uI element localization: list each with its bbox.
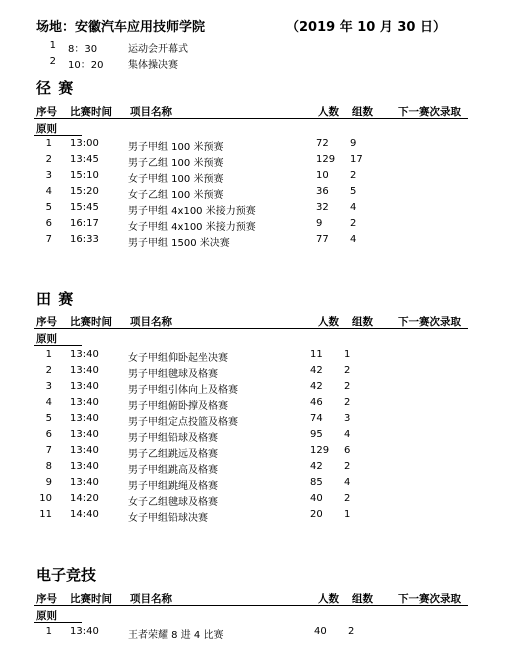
schedule-no: 1 (49, 40, 56, 51)
row-time: 15:45 (70, 202, 99, 213)
section-title: 径 赛 (36, 79, 75, 97)
col-header-time: 比赛时间 (70, 593, 112, 605)
row-time: 13:40 (70, 365, 99, 376)
row-no: 3 (45, 381, 52, 392)
row-time: 14:40 (70, 509, 99, 520)
row-count: 85 (310, 477, 323, 488)
row-count: 74 (310, 413, 323, 424)
row-count: 40 (310, 493, 323, 504)
row-no: 5 (45, 202, 52, 213)
row-time: 13:40 (70, 477, 99, 488)
row-time: 13:40 (70, 461, 99, 472)
row-item: 女子乙组毽球及格赛 (128, 497, 218, 508)
row-no: 4 (45, 186, 52, 197)
col-header-next: 下一赛次录取 (398, 106, 461, 118)
col-header-time: 比赛时间 (70, 316, 112, 328)
row-count: 42 (310, 365, 323, 376)
col-header-no: 序号 (36, 316, 57, 328)
section-title: 田 赛 (36, 290, 75, 308)
row-time: 13:40 (70, 626, 99, 637)
row-no: 11 (39, 509, 52, 520)
col-header-rule: 原则 (36, 610, 57, 622)
col-header-no: 序号 (36, 593, 57, 605)
row-groups: 2 (348, 626, 355, 637)
row-time: 13:40 (70, 429, 99, 440)
row-item: 男子甲组毽球及格赛 (128, 369, 218, 380)
col-header-next: 下一赛次录取 (398, 316, 461, 328)
row-item: 男子甲组铅球及格赛 (128, 433, 218, 444)
row-count: 129 (316, 154, 336, 165)
row-no: 2 (45, 154, 52, 165)
row-time: 15:10 (70, 170, 99, 181)
row-no: 4 (45, 397, 52, 408)
schedule-time: 8：30 (68, 44, 98, 55)
col-header-rule: 原则 (36, 333, 57, 345)
row-groups: 2 (344, 461, 351, 472)
row-no: 6 (45, 429, 52, 440)
row-no: 6 (45, 218, 52, 229)
row-no: 1 (45, 349, 52, 360)
row-time: 13:40 (70, 445, 99, 456)
header-rule (34, 605, 468, 606)
row-time: 16:17 (70, 218, 99, 229)
row-time: 13:45 (70, 154, 99, 165)
row-item: 男子甲组跳绳及格赛 (128, 481, 218, 492)
row-count: 11 (310, 349, 323, 360)
col-header-next: 下一赛次录取 (398, 593, 461, 605)
row-item: 女子甲组铅球决赛 (128, 513, 208, 524)
row-no: 7 (45, 234, 52, 245)
row-time: 13:40 (70, 381, 99, 392)
row-groups: 1 (344, 509, 351, 520)
row-item: 女子甲组仰卧起坐决赛 (128, 353, 228, 364)
row-count: 72 (316, 138, 329, 149)
venue-title: 场地：安徽汽车应用技师学院 (36, 20, 206, 35)
col-header-no: 序号 (36, 106, 57, 118)
row-groups: 2 (344, 493, 351, 504)
row-groups: 4 (350, 202, 357, 213)
row-item: 男子甲组 100 米预赛 (128, 142, 224, 153)
row-item: 男子甲组俯卧撑及格赛 (128, 401, 228, 412)
section-title: 电子竞技 (36, 566, 97, 584)
sub-rule (34, 622, 82, 623)
header-rule (34, 118, 468, 119)
row-no: 8 (45, 461, 52, 472)
row-count: 20 (310, 509, 323, 520)
schedule-item: 集体操决赛 (128, 60, 178, 71)
col-header-item: 项目名称 (130, 593, 172, 605)
row-item: 男子乙组跳远及格赛 (128, 449, 218, 460)
row-count: 42 (310, 461, 323, 472)
row-count: 10 (316, 170, 329, 181)
row-groups: 2 (350, 170, 357, 181)
row-no: 9 (45, 477, 52, 488)
row-item: 男子甲组定点投篮及格赛 (128, 417, 238, 428)
row-no: 5 (45, 413, 52, 424)
row-time: 13:40 (70, 413, 99, 424)
row-groups: 9 (350, 138, 357, 149)
row-groups: 2 (344, 365, 351, 376)
row-count: 40 (314, 626, 327, 637)
row-no: 1 (45, 626, 52, 637)
row-groups: 5 (350, 186, 357, 197)
row-count: 9 (316, 218, 323, 229)
row-groups: 4 (344, 429, 351, 440)
row-time: 13:40 (70, 397, 99, 408)
row-item: 女子乙组 100 米预赛 (128, 190, 224, 201)
col-header-item: 项目名称 (130, 316, 172, 328)
row-no: 10 (39, 493, 52, 504)
row-no: 7 (45, 445, 52, 456)
row-groups: 2 (344, 397, 351, 408)
row-item: 王者荣耀 8 进 4 比赛 (128, 630, 224, 641)
row-item: 男子甲组 4x100 米接力预赛 (128, 206, 256, 217)
row-count: 95 (310, 429, 323, 440)
schedule-no: 2 (49, 56, 56, 67)
row-time: 15:20 (70, 186, 99, 197)
row-item: 女子甲组 4x100 米接力预赛 (128, 222, 256, 233)
row-count: 42 (310, 381, 323, 392)
row-item: 女子甲组 100 米预赛 (128, 174, 224, 185)
row-item: 男子甲组跳高及格赛 (128, 465, 218, 476)
col-header-rule: 原则 (36, 123, 57, 135)
row-time: 13:40 (70, 349, 99, 360)
row-count: 36 (316, 186, 329, 197)
row-no: 3 (45, 170, 52, 181)
row-no: 1 (45, 138, 52, 149)
row-groups: 2 (344, 381, 351, 392)
row-groups: 6 (344, 445, 351, 456)
row-item: 男子甲组 1500 米决赛 (128, 238, 230, 249)
row-count: 46 (310, 397, 323, 408)
col-header-time: 比赛时间 (70, 106, 112, 118)
event-date: （2019 年 10 月 30 日） (286, 20, 446, 35)
row-item: 男子乙组 100 米预赛 (128, 158, 224, 169)
row-time: 16:33 (70, 234, 99, 245)
schedule-time: 10：20 (68, 60, 104, 71)
row-groups: 1 (344, 349, 351, 360)
col-header-count: 人数 (318, 593, 339, 605)
schedule-item: 运动会开幕式 (128, 44, 188, 55)
sub-rule (34, 345, 82, 346)
row-time: 13:00 (70, 138, 99, 149)
row-item: 男子甲组引体向上及格赛 (128, 385, 238, 396)
col-header-groups: 组数 (352, 593, 373, 605)
row-groups: 2 (350, 218, 357, 229)
row-groups: 17 (350, 154, 363, 165)
row-groups: 4 (350, 234, 357, 245)
row-count: 32 (316, 202, 329, 213)
header-rule (34, 328, 468, 329)
row-groups: 4 (344, 477, 351, 488)
col-header-groups: 组数 (352, 106, 373, 118)
row-count: 77 (316, 234, 329, 245)
row-no: 2 (45, 365, 52, 376)
col-header-item: 项目名称 (130, 106, 172, 118)
col-header-groups: 组数 (352, 316, 373, 328)
row-time: 14:20 (70, 493, 99, 504)
col-header-count: 人数 (318, 316, 339, 328)
col-header-count: 人数 (318, 106, 339, 118)
row-groups: 3 (344, 413, 351, 424)
sub-rule (34, 135, 82, 136)
row-count: 129 (310, 445, 330, 456)
